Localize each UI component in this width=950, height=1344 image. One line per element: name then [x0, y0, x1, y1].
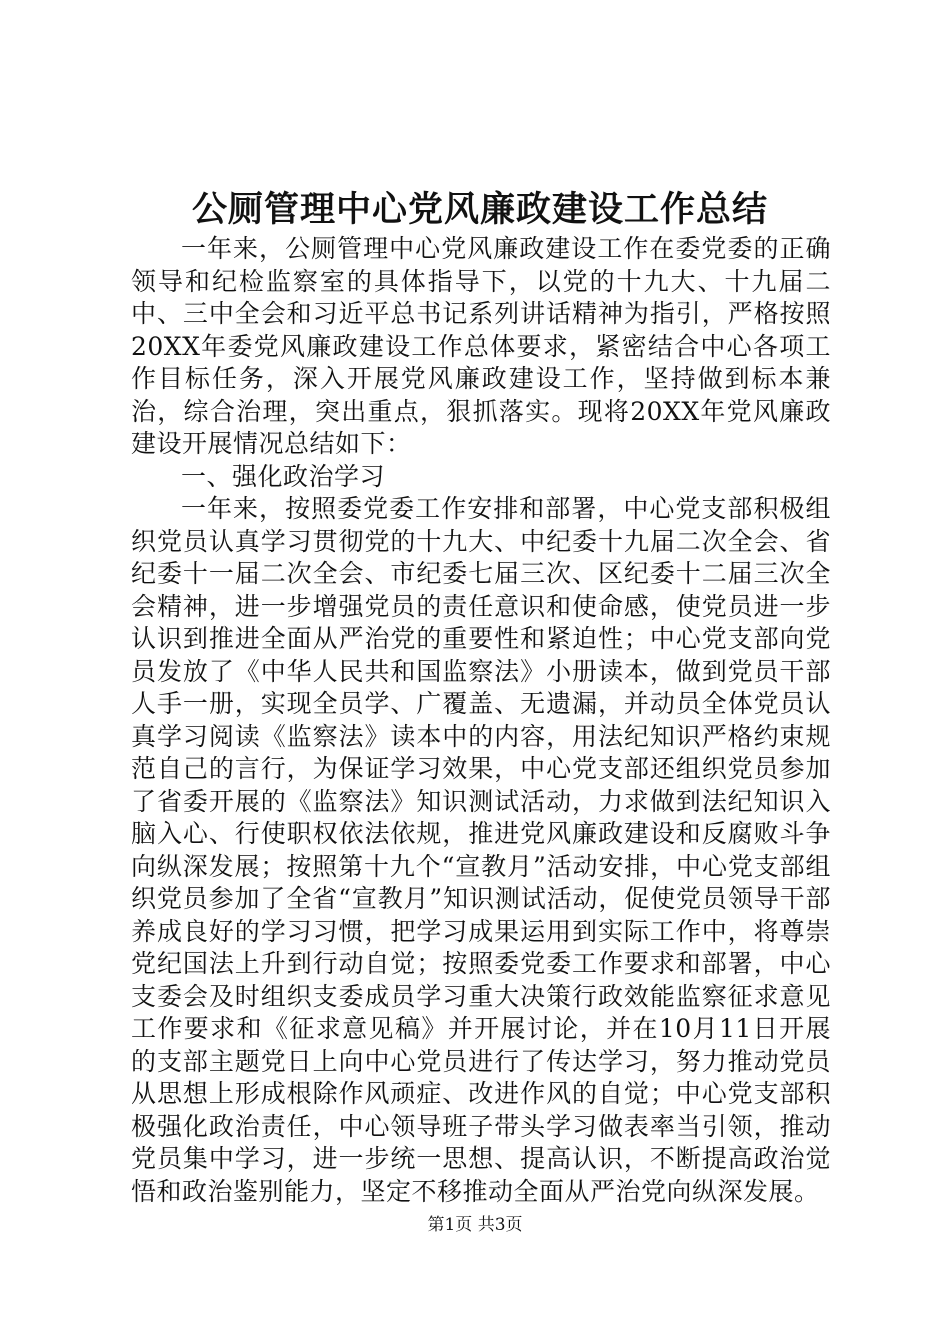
- document-title: 公厕管理中心党风廉政建设工作总结: [191, 189, 768, 230]
- intro-paragraph: 一年来，公厕管理中心党风廉政建设工作在委党委的正确领导和纪检监察室的具体指导下，以党的十九大、十九届二中、三中全会和习近平总书记系列讲话精神为指引，严格按照20XX年委党风廉政建设工作总体要求，紧密结合中心各项工作目标任务，深入开展党风廉政建设工作，坚持做到标本兼治，综合治理，突出重点，狠抓落实。现将20XX年党风廉政建设开展情况总结如下：: [131, 234, 831, 458]
- section-heading: 一、强化政治学习: [181, 461, 386, 491]
- page-footer: 第1页 共3页: [427, 1215, 523, 1235]
- document-body: [131, 233, 831, 1208]
- section-paragraph: 一年来，按照委党委工作安排和部署，中心党支部积极组织党员认真学习贯彻党的十九大、中纪委十九届二次全会、省纪委十一届二次全会、市纪委七届三次、区纪委十二届三次全会精神，进一步增强党员的责任意识和使命感，使党员进一步认识到推进全面从严治党的重要性和紧迫性；中心党支部向党员发放了《中华人民共和国监察法》小册读本，做到党员干部人手一册，实现全员学、广覆盖、无遗漏，并动员全体党员认真学习阅读《监察法》读本中的内容，用法纪知识严格约束规范自己的言行，为保证学习效果，中心党支部还组织党员参加了省委开展的《监察法》知识测试活动，力求做到法纪知识入脑入心、行使职权依法依规，推进党风廉政建设和反腐败斗争向纵深发展；按照第十九个“宣教月”活动安排，中心党支部组织党员参加了全省“宣教月”知识测试活动，促使党员领导干部养成良好的学习习惯，把学习成果运用到实际工作中，将尊崇党纪国法上升到行动自觉；按照委党委工作要求和部署，中心支委会及时组织支委成员学习重大决策行政效能监察征求意见工作要求和《征求意见稿》并开展讨论，并在10月11日开展的支部主题党日上向中心党员进行了传达学习，努力推动党员从思想上形成根除作风顽症、改进作风的自觉；中心党支部积极强化政治责任，中心领导班子带头学习做表率当引领，推动党员集中学习，进一步统一思想、提高认识，不断提高政治觉悟和政治鉴别能力，坚定不移推动全面从严治党向纵深发展。: [131, 494, 831, 1206]
